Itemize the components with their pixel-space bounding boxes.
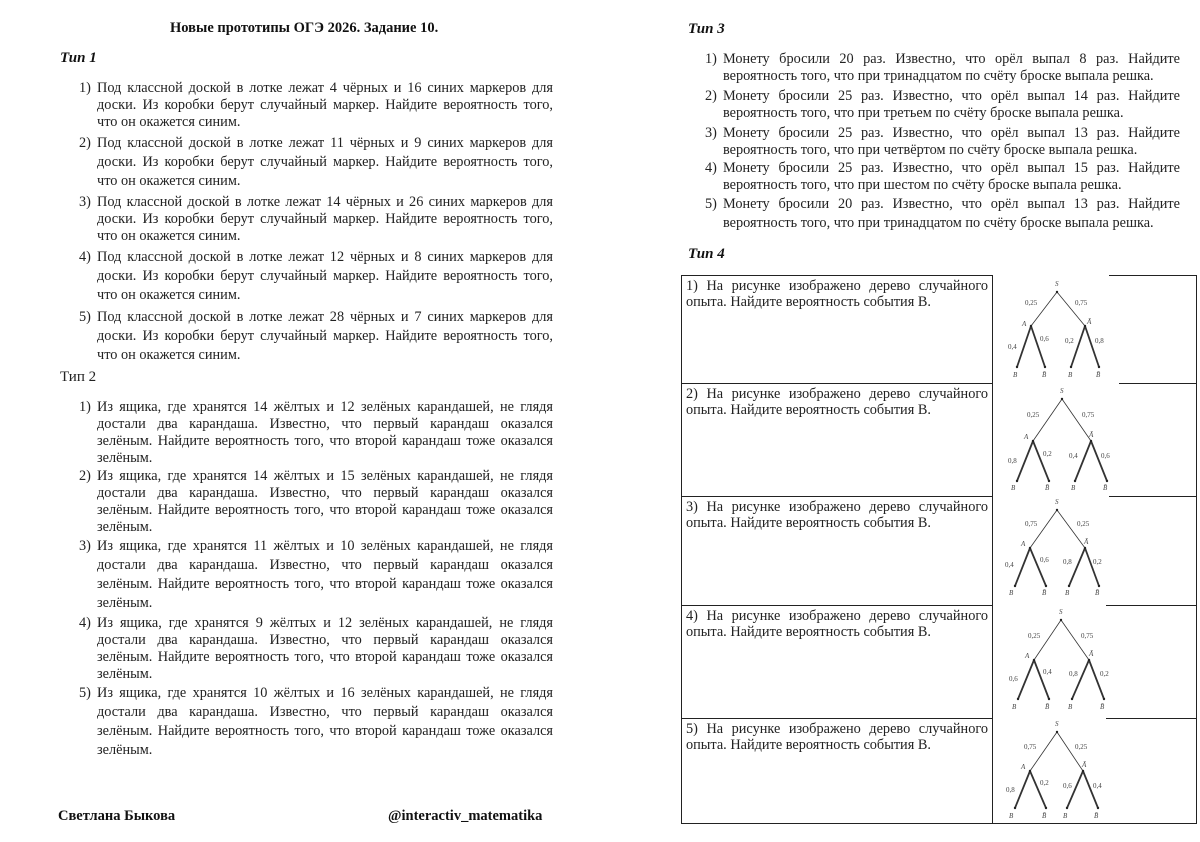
task-text-cell: 2) На рисунке изображено дерево случайного опыта. Найдите вероятность события B. [681,383,993,496]
table-bottom-border [681,823,1197,824]
task-text-cell: 5) На рисунке изображено дерево случайного опыта. Найдите вероятность события B. [681,718,993,824]
svg-text:B: B [1068,703,1073,711]
svg-text:0,2: 0,2 [1043,450,1052,458]
svg-text:0,75: 0,75 [1075,299,1088,307]
probability-tree-diagram [997,718,1117,826]
svg-text:0,75: 0,75 [1082,411,1095,419]
svg-text:0,6: 0,6 [1040,556,1049,564]
svg-text:0,4: 0,4 [1093,782,1102,790]
svg-text:Ā: Ā [1089,650,1094,658]
type4-heading: Тип 4 [688,246,725,262]
document-title: Новые прототипы ОГЭ 2026. Задание 10. [170,20,439,36]
svg-text:0,6: 0,6 [1101,452,1110,460]
table-row [681,275,1197,383]
svg-text:A: A [1022,320,1027,328]
svg-text:B: B [1009,589,1014,597]
svg-text:Ā: Ā [1084,538,1089,546]
svg-text:S: S [1055,498,1059,506]
list-item: 1) Монету бросили 20 раз. Известно, что орёл выпал 8 раз. Найдите вероятность того, что при тринадцатом по счёту броске выпала решка. [705,51,1180,84]
table-row [681,496,1197,605]
right-page [600,0,1200,842]
svg-text:B: B [1011,484,1016,491]
tree-figure-cell [993,718,1197,824]
svg-text:0,2: 0,2 [1065,337,1074,345]
list-item: 5) Монету бросили 20 раз. Известно, что орёл выпал 13 раз. Найдите вероятность того, что при тринадцатом по счёту броске выпала решка. [705,196,1180,231]
type1-list [79,80,553,365]
svg-text:B̄: B̄ [1103,484,1108,491]
svg-text:B̄: B̄ [1100,703,1105,711]
svg-text:0,8: 0,8 [1095,337,1104,345]
svg-text:S: S [1060,387,1064,395]
svg-text:0,8: 0,8 [1063,558,1072,566]
list-item: 5) Из ящика, где хранятся 10 жёлтых и 16 зелёных карандашей, не глядя достали два карандаша. Известно, что первый карандаш оказался зелёным. Найдите вероятность того, что второй карандаш тоже оказался зелёным. [79,685,553,758]
table-row [681,718,1197,824]
svg-text:0,6: 0,6 [1063,782,1072,790]
svg-text:B: B [1065,589,1070,597]
list-item: 1) Под классной доской в лотке лежат 4 чёрных и 16 синих маркеров для доски. Из коробки берут случайный маркер. Найдите вероятность того, что он окажется синим. [79,80,553,130]
svg-text:0,6: 0,6 [1009,675,1018,683]
svg-text:0,2: 0,2 [1040,779,1049,787]
svg-text:B: B [1013,371,1018,379]
svg-text:0,4: 0,4 [1008,343,1017,351]
svg-text:S: S [1055,280,1059,288]
svg-text:0,4: 0,4 [1069,452,1078,460]
type4-table [681,275,1197,824]
svg-text:B: B [1009,812,1014,820]
type1-heading: Тип 1 [60,50,97,66]
svg-text:Ā: Ā [1082,761,1087,769]
svg-text:B̄: B̄ [1045,703,1050,711]
svg-text:0,4: 0,4 [1005,561,1014,569]
svg-text:0,2: 0,2 [1100,670,1109,678]
list-item: 2) Под классной доской в лотке лежат 11 чёрных и 9 синих маркеров для доски. Из коробки берут случайный маркер. Найдите вероятность того, что он окажется синим. [79,135,553,189]
svg-text:B: B [1012,703,1017,711]
type3-heading: Тип 3 [688,21,725,37]
svg-text:0,25: 0,25 [1027,411,1040,419]
probability-tree-diagram [997,605,1117,713]
table-row [681,605,1197,718]
svg-text:B̄: B̄ [1042,371,1047,379]
svg-text:A: A [1024,433,1029,441]
svg-text:Ā: Ā [1087,318,1092,326]
list-item: 5) Под классной доской в лотке лежат 28 чёрных и 7 синих маркеров для доски. Из коробки берут случайный маркер. Найдите вероятность того, что он окажется синим. [79,309,553,363]
table-row [681,383,1197,496]
list-item: 2) Из ящика, где хранятся 14 жёлтых и 15 зелёных карандашей, не глядя достали два карандаша. Известно, что первый карандаш оказался зелёным. Найдите вероятность того, что второй карандаш тоже оказался зелёным. [79,468,553,535]
svg-text:0,25: 0,25 [1075,743,1088,751]
svg-text:0,6: 0,6 [1040,335,1049,343]
author-name: Светлана Быкова [58,808,176,824]
tree-figure-cell [993,605,1197,718]
svg-text:0,25: 0,25 [1025,299,1038,307]
list-item: 3) Монету бросили 25 раз. Известно, что орёл выпал 13 раз. Найдите вероятность того, что при четвёртом по счёту броске выпала решка. [705,125,1180,158]
svg-text:0,8: 0,8 [1008,457,1017,465]
tree-figure-cell [993,383,1197,496]
svg-text:B: B [1068,371,1073,379]
svg-text:0,75: 0,75 [1025,520,1038,528]
list-item: 4) Из ящика, где хранятся 9 жёлтых и 12 зелёных карандашей, не глядя достали два карандаша. Известно, что первый карандаш оказался зелёным. Найдите вероятность того, что второй карандаш тоже оказался зелёным. [79,615,553,682]
type2-list [79,399,553,760]
tree-figure-cell [993,496,1197,605]
svg-text:B̄: B̄ [1045,484,1050,491]
task-text-cell: 4) На рисунке изображено дерево случайного опыта. Найдите вероятность события B. [681,605,993,718]
probability-tree-diagram [997,383,1117,491]
list-item: 1) Из ящика, где хранятся 14 жёлтых и 12 зелёных карандашей, не глядя достали два карандаша. Известно, что первый карандаш оказался зелёным. Найдите вероятность того, что второй карандаш тоже оказался зелёным. [79,399,553,466]
svg-text:B̄: B̄ [1094,812,1099,820]
svg-text:0,4: 0,4 [1043,668,1052,676]
svg-text:Ā: Ā [1089,431,1094,439]
svg-text:0,75: 0,75 [1024,743,1037,751]
svg-text:B̄: B̄ [1042,812,1047,820]
task-text-cell: 3) На рисунке изображено дерево случайного опыта. Найдите вероятность события B. [681,496,993,605]
svg-text:0,8: 0,8 [1069,670,1078,678]
list-item: 4) Под классной доской в лотке лежат 12 чёрных и 8 синих маркеров для доски. Из коробки берут случайный маркер. Найдите вероятность того, что он окажется синим. [79,249,553,303]
svg-text:B̄: B̄ [1042,589,1047,597]
author-handle: @interactiv_matematika [388,808,543,824]
probability-tree-diagram [997,275,1117,383]
svg-text:B: B [1071,484,1076,491]
svg-text:0,8: 0,8 [1006,786,1015,794]
type2-heading: Тип 2 [60,369,97,385]
svg-text:A: A [1021,540,1026,548]
probability-tree-diagram [997,496,1117,604]
list-item: 2) Монету бросили 25 раз. Известно, что орёл выпал 14 раз. Найдите вероятность того, что при третьем по счёту броске выпала решка. [705,88,1180,121]
svg-text:S: S [1055,720,1059,728]
svg-text:B: B [1063,812,1068,820]
svg-text:0,2: 0,2 [1093,558,1102,566]
type3-list [705,51,1180,233]
svg-text:B̄: B̄ [1096,371,1101,379]
tree-figure-cell [993,275,1197,383]
list-item: 3) Из ящика, где хранятся 11 жёлтых и 10 зелёных карандашей, не глядя достали два карандаша. Известно, что первый карандаш оказался зелёным. Найдите вероятность того, что второй карандаш тоже оказался зелёным. [79,538,553,611]
svg-text:B̄: B̄ [1095,589,1100,597]
svg-text:A: A [1025,652,1030,660]
svg-text:0,25: 0,25 [1077,520,1090,528]
svg-text:A: A [1021,763,1026,771]
svg-text:0,25: 0,25 [1028,632,1041,640]
svg-text:S: S [1059,608,1063,616]
svg-text:0,75: 0,75 [1081,632,1094,640]
task-text-cell: 1) На рисунке изображено дерево случайного опыта. Найдите вероятность события B. [681,275,993,383]
list-item: 3) Под классной доской в лотке лежат 14 чёрных и 26 синих маркеров для доски. Из коробки берут случайный маркер. Найдите вероятность того, что он окажется синим. [79,194,553,244]
list-item: 4) Монету бросили 25 раз. Известно, что орёл выпал 15 раз. Найдите вероятность того, что при шестом по счёту броске выпала решка. [705,160,1180,193]
